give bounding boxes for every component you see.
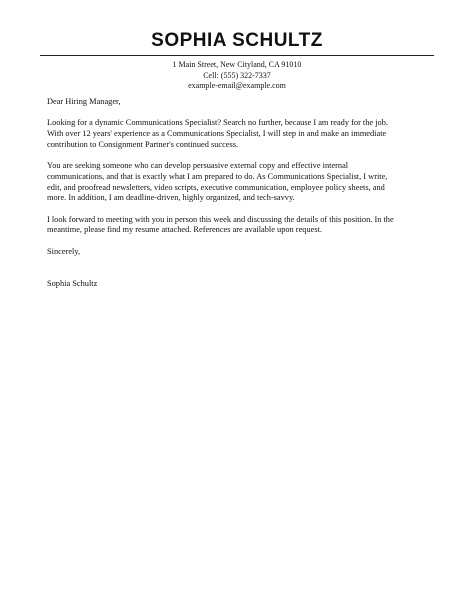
signature-name: Sophia Schultz bbox=[47, 278, 98, 288]
contact-phone: Cell: (555) 322-7337 bbox=[203, 70, 271, 80]
paragraph-3 bbox=[47, 215, 442, 236]
paragraph-line: Looking for a dynamic Communications Specialist? Search no further, because I am ready for the job. bbox=[47, 118, 388, 128]
paragraph-2 bbox=[47, 161, 442, 204]
header-divider bbox=[40, 55, 434, 56]
paragraph-1 bbox=[47, 118, 442, 150]
paragraph-line: communications, and that is exactly what I am prepared to do. As Communications Specialist, I write, bbox=[47, 171, 388, 181]
paragraph-line: You are seeking someone who can develop persuasive external copy and effective internal bbox=[47, 161, 349, 171]
letter-body bbox=[47, 97, 442, 290]
closing: Sincerely, bbox=[47, 246, 81, 256]
paragraph-line: meantime, please find my resume attached. References are available upon request. bbox=[47, 225, 322, 235]
contact-address: 1 Main Street, New Cityland, CA 91010 bbox=[172, 60, 302, 69]
paragraph-line: With over 12 years' experience as a Communications Specialist, I will step in and make an immediate bbox=[47, 129, 387, 139]
applicant-name: SOPHIA SCHULTZ bbox=[151, 30, 323, 51]
contact-block bbox=[0, 60, 474, 92]
paragraph-line: edit, and proofread newsletters, video scripts, executive communication, employee policy sheets, and bbox=[47, 182, 385, 192]
paragraph-line: I look forward to meeting with you in person this week and discussing the details of this position. In the bbox=[47, 214, 394, 224]
paragraph-line: more. In addition, I am deadline-driven, highly organized, and tech-savvy. bbox=[47, 193, 295, 203]
paragraph-line: contribution to Consignment Partner's continued success. bbox=[47, 139, 239, 149]
contact-email: example-email@example.com bbox=[188, 81, 286, 90]
salutation: Dear Hiring Manager, bbox=[47, 97, 121, 106]
